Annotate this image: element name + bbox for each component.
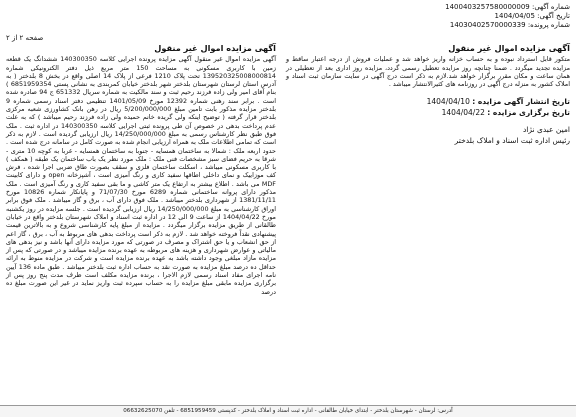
signer-name: امین عبدی نژاد: [522, 125, 570, 135]
ad-id-label: شماره آگهی:: [531, 3, 570, 11]
auction-date-label: تاریخ برگزاری مزایده :: [487, 108, 570, 118]
right-column-body: متکور قابل استرداد نبوده و به حساب خزانه واریز خواهد شد و عملیات فروش از درجه اعتبار ساقط و مزایده تجدید میگردد . ضمنا چنانچه روز مزایده تعطیل رسمی گردد، مزایده روز اداری بعد از تعطیلی در همان ساعت و مکان مقرر برگزار خواهد شد.لازم به ذکر است درج آگهی در سایت سازمان ثبت اسناد و املاک کشور به منزله درج آگهی در روزنامه های کثیرالانتشار میباشد .: [286, 55, 570, 89]
ad-id-row: [445, 3, 570, 12]
ad-date-value: 1404/04/05: [494, 12, 535, 20]
right-column-title: آگهی مزایده اموال غیر منقول: [448, 43, 570, 53]
page-number: صفحه ۲ از ۲: [6, 34, 44, 42]
right-column: [286, 44, 570, 146]
dates-block: [286, 96, 570, 118]
ad-id-value: 1400403257580000009: [445, 3, 530, 11]
signature-block: [286, 124, 570, 146]
ad-date-row: [445, 12, 570, 21]
left-column-title: آگهی مزایده اموال غیر منقول: [154, 43, 276, 53]
ad-date-label: تاریخ آگهی:: [537, 12, 570, 20]
publish-date-value: 1404/04/10: [426, 97, 470, 107]
signer-title: رئیس اداره ثبت اسناد و املاک بلدختر: [454, 136, 570, 146]
file-no-row: [445, 21, 570, 30]
auction-date-row: [286, 107, 570, 118]
ad-header: [445, 3, 570, 30]
left-column-body: آگهی مزایده اموال غیر منقول آگهی مزایده پرونده اجرایی کلاسه 140300350 ششدانگ یک قطعه زمین با کاربری مسکونی به مساحت 150 متر مربع ذیل دفتر الکترونیکی شماره 139520325008000814 تحت پلاک 1210 فرعی از پلاک 14 اصلی واقع در بخش 8 بلدختر ( به آدرس استان لرستان شهرستان بلدختر شهر بلدختر خیابان کمربندی به نشانی پستی 6851959354 ) بنام آقای امیر ولی زاده فرزند رحیم ثبت و سند مالکیت به شماره سریال 651332 ج 94 صادره شده است . برابر سند رهنی شماره 12392 مورخ 1401/05/09 تنظیمی دفتر اسناد رسمی شماره 9 بلدختر مزایده مذکور بابت تامین مبلغ 5/200/000/000 ریال در رهن بانک کشاورزی شعبه مرکزی بلدختر قرار گرفته ( توضیح اینکه ولی گریده خانم حمیده ولی زاده فرزند رحیم میباشد ) که به علت عدم پرداخت بدهی در خصوص آن طی پرونده ثبتی اجرایی کلاسه 140300350 در اداره ثبت . ملک فوق طبق نظر کارشناس رسمی به مبلغ 14/250/000/000 ریال ارزیابی گردیده است . لازم به ذکر است که تمامی اطلاعات ملک به همراه ارزیابی انجام شده به صورت کامل در سامانه درج شده است . حدود اربعه ملک : شمالا به ساختمان همسایه - جنوبا به ساختمان همسایه - غربا به کوچه 10 متری - شرقا به حریم فضای سبز مشخصات فنی ملک : ملک مورد نظر یک باب ساختمان یک طبقه ( همکف ) با کاربری مسکونی میباشد ، اسکلت ساختمان فلزی و سقف بصورت طاق ضربی اجرا شده ، فرش کف موزاییک و نمای داخلی اطاقها سفید کاری و رنگ آمیزی است ، آشپزخانه open و دارای کابینت MDF می باشد . اطلاع بیشتر به ارتفاع یک متر کاشی و ما بقی سفید کاری و رنگ آمیزی است . ملک مذکور دارای پروانه ساختمانی شماره 6289 مورخ 71/07/30 و پایانکار شماره 10826 مورخ 1381/11/11 از شهرداری بلدختر میباشد . ملک فوق دارای آب ، برق و گاز میباشد . ملک فوق برابر اوراق کارشناسی به مبلغ 14/250/000/000 ریال ارزیابی گردیده است . جلسه مزایده در روز یکشنبه مورخ 1404/04/22 از ساعت 9 الی 12 در اداره ثبت اسناد و املاک شهرستان بلدختر واقع در خیابان طالقانی از طریق مزایده برگزار میگردد . مزایده از مبلغ پایه کارشناسی شروع و به بالاترین قیمت پیشنهادی نقداً فروخته خواهد شد . لازم به ذکر است پرداخت بدهی های مربوط به آب ، برق ، گاز اعم از حق انشعاب و یا حق اشتراک و مصرف در صورتی که مورد مزایده دارای آنها باشد و نیز بدهی های مالیاتی و عوارض شهرداری و هزینه های مربوطه به عهده برنده مزایده میباشد و در صورتی که پس از مزایده مازاد مبلغی وجود داشته باشد به عهده برنده مزایده است و شرکت در مزایده منوط به ارائه حداقل ده درصد مبلغ مزایده به صورت نقد به حساب اداره ثبت بلدختر میباشد . طبق ماده 136 آیین نامه اجرای مفاد اسناد رسمی لازم الاجرا ، برنده مزایده مکلف است ظرف مدت پنج روز پس از برگزاری مزایده مابقی مبلغ مزایده را به حساب سپرده ثبت واریز نماید در غیر این صورت مبلغ ده درصد: [6, 55, 277, 296]
file-no-value: 14030402570000339: [449, 21, 526, 29]
publish-date-row: [286, 96, 570, 107]
auction-date-value: 1404/04/22: [441, 108, 485, 118]
file-no-label: شماره پرونده:: [527, 21, 570, 29]
left-column: [6, 44, 276, 296]
address-footer: آدرس: لرستان - شهرستان بلدختر - ابتدای خیابان طالقانی - اداره ثبت اسناد و املاک بلدختر - کدپستی 6851959459 - تلفن 06632625070: [0, 405, 576, 417]
publish-date-label: تاریخ انتشار آگهی مزایده :: [472, 97, 570, 107]
